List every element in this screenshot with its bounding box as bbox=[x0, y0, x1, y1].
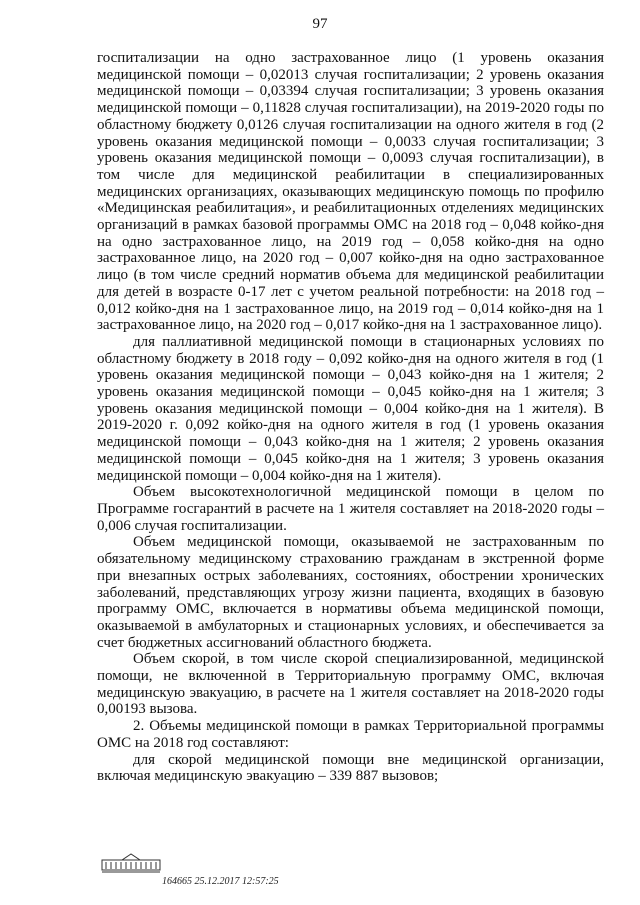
paragraph-uninsured-care: Объем медицинской помощи, оказываемой не застрахованным по обязательному медицинскому страхованию гражданам в экстренной форме при внезапных острых заболеваниях, состояниях, обострении хронических заболеваний, представляющих угрозу жизни пациента, входящих в базовую программу ОМС, включается в нормативы объема медицинской помощи, оказываемой в амбулаторных и стационарных условиях, и обеспечивается за счет бюджетных ассигнований областного бюджета. bbox=[97, 534, 604, 651]
document-body bbox=[97, 50, 604, 785]
registration-stamp-text: 164665 25.12.2017 12:57:25 bbox=[162, 876, 279, 887]
paragraph-emergency-care: Объем скорой, в том числе скорой специализированной, медицинской помощи, не включенной в Территориальную программу ОМС, включая медицинскую эвакуацию, в расчете на 1 жителя составляет на 2018-2020 годы 0,00193 вызова. bbox=[97, 651, 604, 718]
paragraph-high-tech-care: Объем высокотехнологичной медицинской помощи в целом по Программе госгарантий в расчете на 1 жителя составляет на 2018-2020 годы – 0,006 случая госпитализации. bbox=[97, 484, 604, 534]
paragraph-hospitalization-continuation: госпитализации на одно застрахованное лицо (1 уровень оказания медицинской помощи – 0,02013 случая госпитализации; 2 уровень оказания медицинской помощи – 0,03394 случая госпитализации; 3 уровень оказания медицинской помощи – 0,11828 случая госпитализации), на 2019-2020 годы по областному бюджету 0,0126 случая госпитализации на одного жителя в год (2 уровень оказания медицинской помощи – 0,0033 случая госпитализации; 3 уровень оказания медицинской помощи – 0,0093 случая госпитализации), в том числе для медицинской реабилитации в специализированных медицинских организациях, оказывающих медицинскую помощь по профилю «Медицинская реабилитация», и реабилитационных отделениях медицинских организаций в рамках базовой программы ОМС на 2018 год – 0,048 койко-дня на одно застрахованное лицо, на 2019 год – 0,058 койко-дня на одно застрахованное лицо, на 2020 год – 0,007 койко-дня на одно застрахованное лицо (в том числе средний норматив объема для медицинской реабилитации для детей в возрасте 0-17 лет с учетом реальной потребности: на 2018 год – 0,012 койко-дня на 1 застрахованное лицо, на 2019 год – 0,014 койко-дня на 1 застрахованное лицо, на 2020 год – 0,017 койко-дня на 1 застрахованное лицо). bbox=[97, 50, 604, 334]
paragraph-oms-volumes-heading: 2. Объемы медицинской помощи в рамках Территориальной программы ОМС на 2018 год составляют: bbox=[97, 718, 604, 751]
paragraph-ambulance-calls: для скорой медицинской помощи вне медицинской организации, включая медицинскую эвакуацию – 339 887 вызовов; bbox=[97, 751, 604, 785]
paragraph-palliative-care: для паллиативной медицинской помощи в стационарных условиях по областному бюджету в 2018 году – 0,092 койко-дня на одного жителя в год (1 уровень оказания медицинской помощи – 0,043 койко-дня на 1 жителя; 2 уровень оказания медицинской помощи – 0,045 койко-дня на 1 жителя; 3 уровень оказания медицинской помощи – 0,004 койко-дня на 1 жителя). В 2019-2020 г. 0,092 койко-дня на одного жителя в год (1 уровень оказания медицинской помощи – 0,043 койко-дня на 1 жителя; 2 уровень оказания медицинской помощи – 0,045 койко-дня на 1 жителя; 3 уровень оказания медицинской помощи – 0,004 койко-дня на 1 жителя). bbox=[97, 333, 604, 484]
page-number: 97 bbox=[312, 16, 328, 32]
document-footer bbox=[100, 852, 360, 892]
building-logo-icon bbox=[100, 852, 162, 874]
